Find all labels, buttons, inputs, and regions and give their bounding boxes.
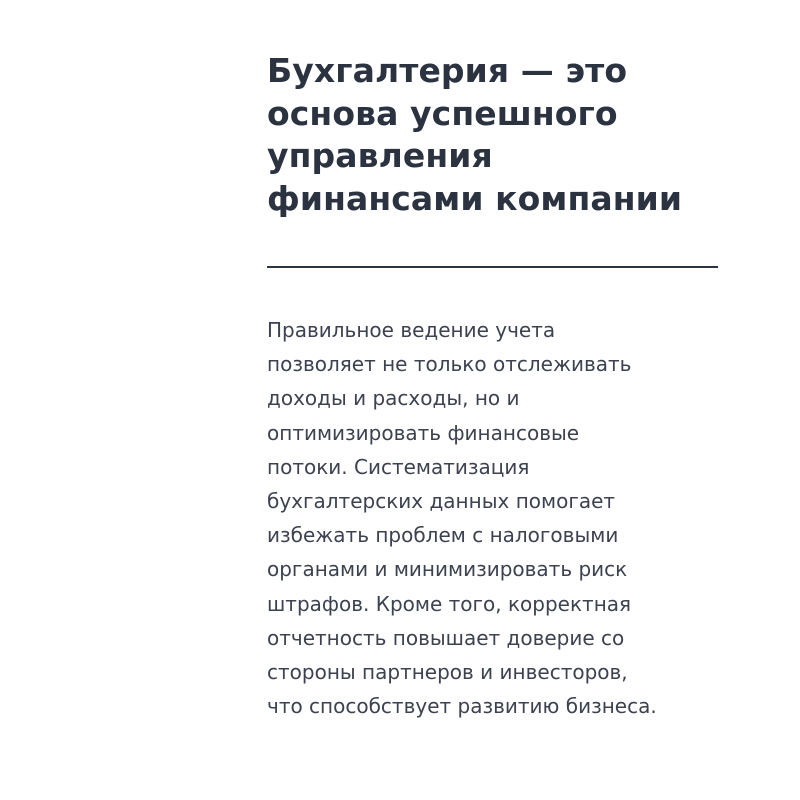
heading-line: управления	[267, 136, 493, 175]
body-line: Правильное ведение учета	[267, 318, 556, 342]
heading-line: основа успешного	[267, 93, 618, 133]
heading-line: Бухгалтерия — это	[267, 51, 628, 90]
heading-divider	[267, 266, 718, 268]
body-line: доходы и расходы, но и	[267, 386, 520, 411]
body-line: штрафов. Кроме того, корректная	[267, 591, 632, 616]
body-line: бухгалтерских данных помогает	[267, 489, 616, 514]
body-line: оптимизировать финансовые	[267, 420, 580, 445]
body-line: органами и минимизировать риск	[267, 557, 628, 582]
body-line: что способствует развитию бизнеса.	[267, 694, 657, 719]
heading-line: финансами компании	[267, 178, 683, 218]
body-paragraph	[267, 313, 747, 723]
body-line: стороны партнеров и инвесторов,	[267, 660, 628, 685]
body-line: позволяет не только отслеживать	[267, 352, 632, 377]
body-line: потоки. Систематизация	[267, 454, 530, 479]
body-line: отчетность повышает доверие со	[267, 625, 625, 650]
body-line: избежать проблем с налоговыми	[267, 523, 619, 548]
page-heading	[267, 50, 737, 220]
